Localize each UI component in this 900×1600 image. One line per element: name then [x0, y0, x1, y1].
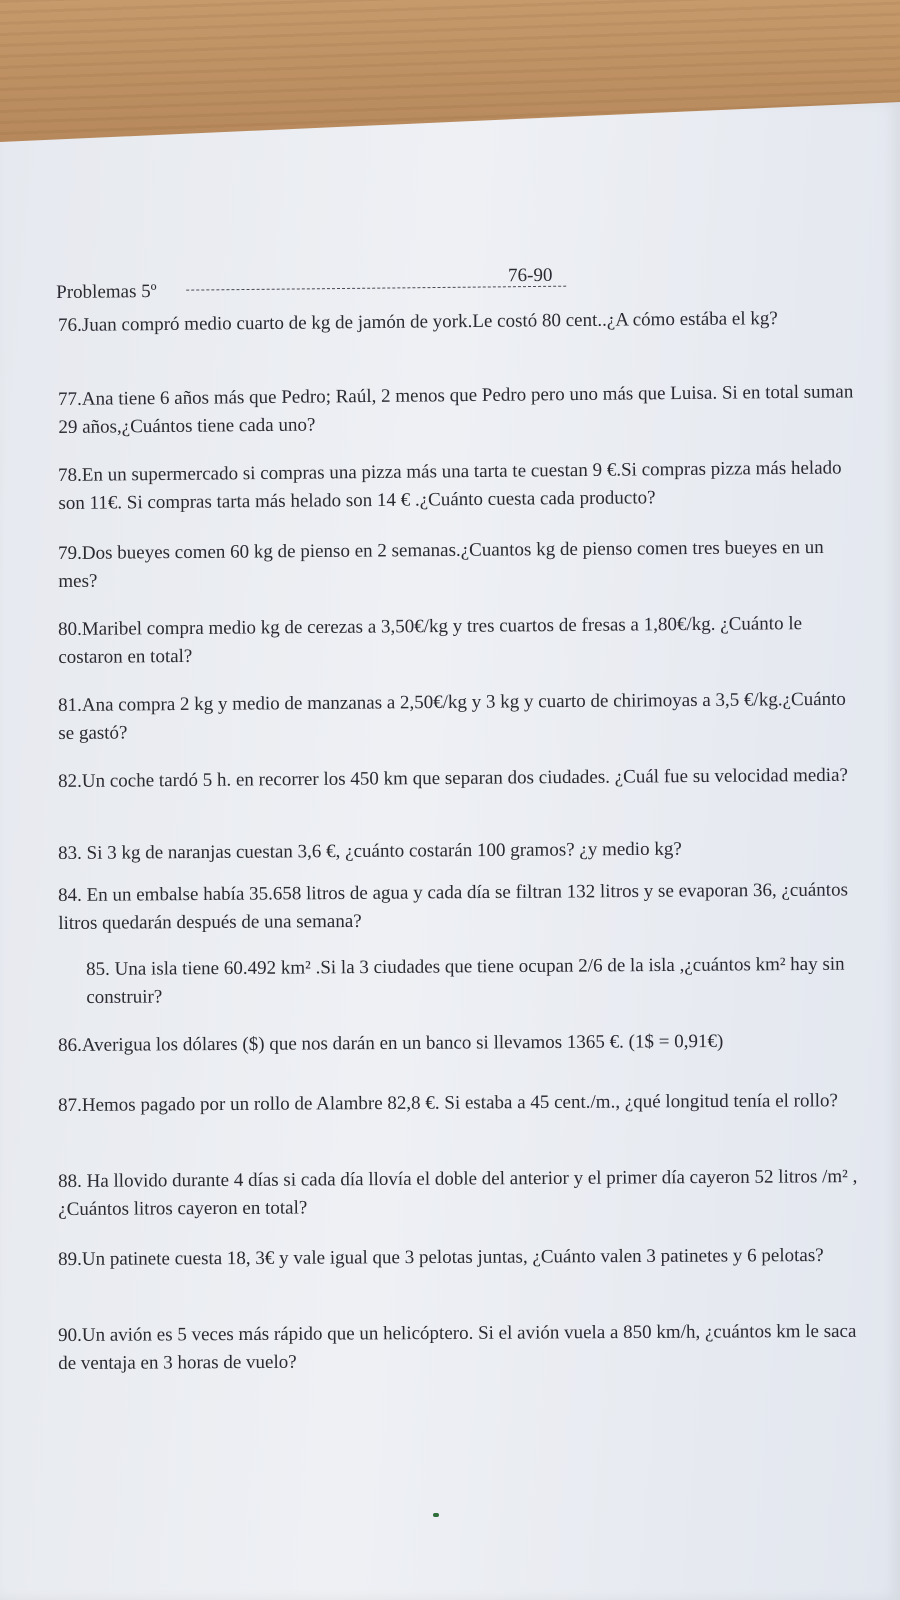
- problem-78: 78.En un supermercado si compras una pizza más una tarta te cuestan 9 €.Si compras pizza más helado son 11€. Si compras tarta más helado son 14 € .¿Cuánto cuesta cada producto?: [58, 457, 842, 514]
- problem-80: 80.Maribel compra medio kg de cerezas a 3,50€/kg y tres cuartos de fresas a 1,80€/kg. ¿Cuánto le costaron en total?: [58, 613, 803, 668]
- problem-84: 84. En un embalse había 35.658 litros de agua y cada día se filtran 132 litros y se evaporan 36, ¿cuántos litros quedarán después de una semana?: [58, 879, 849, 934]
- problem-range: 76-90: [507, 264, 553, 287]
- problem-86: 86.Averigua los dólares ($) que nos darán en un banco si llevamos 1365 €. (1$ = 0,91€): [58, 1030, 724, 1056]
- problem-87: 87.Hemos pagado por un rollo de Alambre 82,8 €. Si estaba a 45 cent./m., ¿qué longitud tenía el rollo?: [58, 1090, 839, 1116]
- problem-79: 79.Dos bueyes comen 60 kg de pienso en 2 semanas.¿Cuantos kg de pienso comen tres bueyes en un mes?: [58, 536, 824, 592]
- worksheet-title: Problemas 5º: [56, 280, 157, 303]
- problem-90: 90.Un avión es 5 veces más rápido que un helicóptero. Si el avión vuela a 850 km/h, ¿cuántos km le saca de ventaja en 3 horas de vuelo?: [58, 1320, 857, 1374]
- ink-speck: [433, 1513, 439, 1517]
- problem-89: 89.Un patinete cuesta 18, 3€ y vale igual que 3 pelotas juntas, ¿Cuánto valen 3 patinetes y 6 pelotas?: [58, 1244, 824, 1270]
- worksheet-header: [56, 265, 576, 304]
- problem-85: 85. Una isla tiene 60.492 km² .Si la 3 ciudades que tiene ocupan 2/6 de la isla ,¿cuántos km² hay sin construir?: [86, 953, 845, 1008]
- problem-76: 76.Juan compró medio cuarto de kg de jamón de york.Le costó 80 cent..¿A cómo estába el kg?: [58, 308, 778, 336]
- problem-77: 77.Ana tiene 6 años más que Pedro; Raúl, 2 menos que Pedro pero uno más que Luisa. Si en total suman 29 años,¿Cuántos tiene cada uno?: [58, 381, 854, 438]
- problem-82: 82.Un coche tardó 5 h. en recorrer los 450 km que separan dos ciudades. ¿Cuál fue su velocidad media?: [58, 764, 848, 792]
- problem-88: 88. Ha llovido durante 4 días si cada día llovía el doble del anterior y el primer día cayeron 52 litros /m² , ¿Cuántos litros cayeron en total?: [58, 1166, 858, 1220]
- problem-83: 83. Si 3 kg de naranjas cuestan 3,6 €, ¿cuánto costarán 100 gramos? ¿y medio kg?: [58, 838, 682, 864]
- problem-81: 81.Ana compra 2 kg y medio de manzanas a 2,50€/kg y 3 kg y cuarto de chirimoyas a 3,5 €/kg.¿Cuánto se gastó?: [58, 688, 846, 744]
